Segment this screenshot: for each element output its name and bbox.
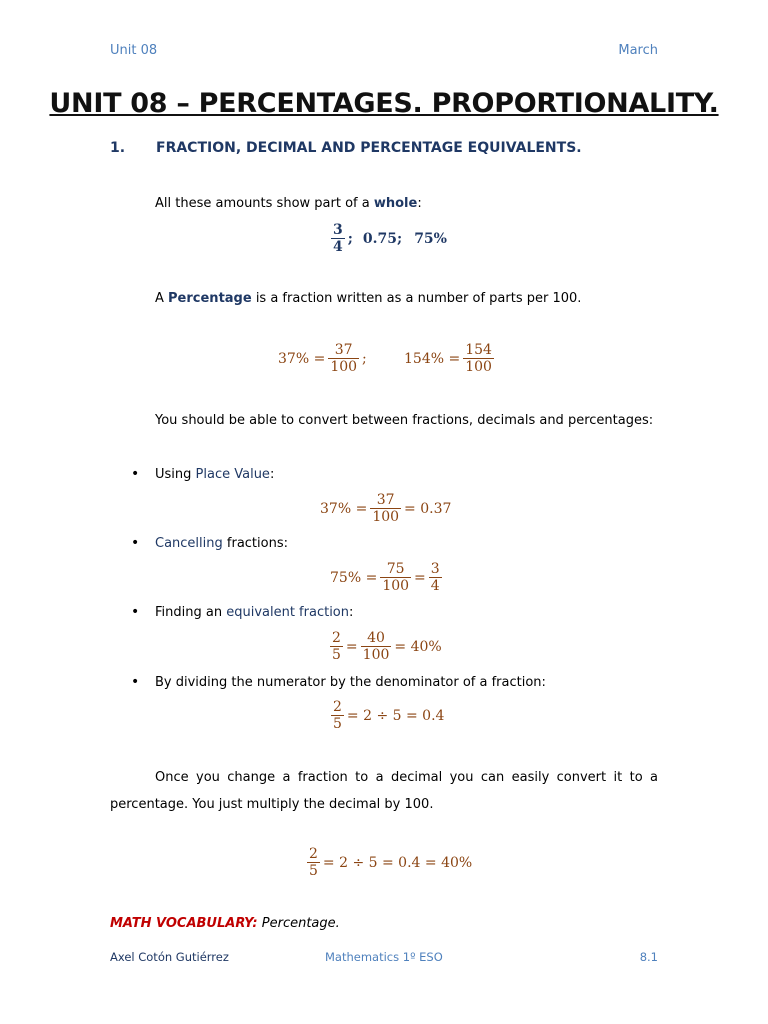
section-number: 1. [110, 140, 126, 156]
conversion-paragraph: Once you change a fraction to a decimal you can easily convert it to a percentage. You just multiply the decimal by 100. [110, 770, 658, 812]
equation-rhs: = 2 ÷ 5 = 0.4 [346, 707, 445, 724]
bullet-pre: Using [155, 467, 196, 482]
keyword-place-value: Place Value [195, 467, 270, 482]
equation-dividing [328, 699, 444, 732]
numerator: 154 [465, 342, 492, 358]
equation-37-percent [278, 342, 367, 375]
numerator: 3 [430, 561, 440, 577]
equation-equivalents [328, 222, 447, 255]
bullet-icon: • [131, 466, 140, 482]
bullet-equivalent [155, 605, 353, 620]
intro-text-end: : [417, 196, 422, 211]
fraction [330, 630, 343, 663]
denominator: 100 [330, 359, 358, 375]
denominator: 100 [382, 578, 410, 594]
convert-text: You should be able to convert between fractions, decimals and percentages: [155, 413, 654, 428]
definition-pre: A [155, 291, 169, 306]
denominator: 100 [465, 359, 492, 375]
numerator: 37 [334, 342, 353, 358]
keyword-whole: whole [373, 196, 418, 211]
numerator: 2 [309, 846, 318, 862]
bullet-end: : [349, 605, 354, 620]
equation-lhs: 154% = [404, 350, 461, 367]
equals-sign: = [345, 638, 358, 655]
fraction-three-quarters [331, 222, 345, 255]
equation-final [304, 846, 472, 879]
bullet-icon: • [131, 674, 140, 690]
footer-page-number: 8.1 [639, 950, 658, 964]
footer-author: Axel Cotón Gutiérrez [110, 950, 229, 964]
fraction [361, 630, 392, 663]
footer-course: Mathematics 1º ESO [325, 950, 443, 964]
definition-body: is a fraction written as a number of parts per 100. [251, 291, 582, 306]
denominator: 5 [309, 863, 318, 879]
page-title: UNIT 08 – PERCENTAGES. PROPORTIONALITY. [49, 88, 719, 119]
numerator: 37 [376, 492, 395, 508]
fraction [370, 492, 401, 525]
percent-value: 75% [414, 230, 447, 247]
equals-sign: = [414, 569, 426, 586]
separator: ; [347, 230, 353, 247]
intro-text [155, 196, 422, 211]
keyword-percentage: Percentage [168, 291, 252, 306]
denominator: 100 [372, 509, 400, 525]
vocabulary-label: MATH VOCABULARY: [110, 916, 258, 931]
vocabulary-value: Percentage. [257, 916, 340, 931]
fraction [331, 699, 344, 732]
bullet-pre: Finding an [155, 605, 227, 620]
fraction [328, 342, 359, 375]
equation-rhs: = 40% [394, 638, 442, 655]
section-heading: FRACTION, DECIMAL AND PERCENTAGE EQUIVALENTS. [156, 140, 582, 156]
fraction [307, 846, 320, 879]
denominator: 4 [430, 578, 440, 594]
keyword-equivalent-fraction: equivalent fraction [226, 605, 349, 620]
denominator: 4 [333, 239, 343, 255]
fraction [380, 561, 411, 594]
equation-cancelling [330, 561, 445, 594]
numerator: 75 [386, 561, 405, 577]
equation-place-value [320, 492, 451, 525]
equation-rhs: = 2 ÷ 5 = 0.4 = 40% [322, 854, 473, 871]
fraction [429, 561, 442, 594]
equation-lhs: 37% = [320, 500, 368, 517]
header-month: March [618, 43, 658, 58]
equation-rhs: = 0.37 [404, 500, 452, 517]
numerator: 40 [367, 630, 385, 646]
equation-lhs: 75% = [330, 569, 378, 586]
keyword-cancelling: Cancelling [155, 536, 223, 551]
fraction [463, 342, 494, 375]
intro-text-pre: All these amounts show part of a [155, 196, 374, 211]
bullet-icon: • [131, 604, 140, 620]
numerator: 3 [333, 222, 343, 238]
denominator: 100 [362, 647, 390, 663]
decimal-value: 0.75; [362, 230, 403, 247]
bullet-cancelling [155, 536, 288, 551]
math-vocabulary [110, 916, 340, 931]
equation-154-percent [404, 342, 497, 375]
equation-equivalent [327, 630, 442, 663]
numerator: 2 [333, 699, 342, 715]
denominator: 5 [332, 647, 341, 663]
numerator: 2 [332, 630, 341, 646]
separator: ; [362, 350, 367, 367]
denominator: 5 [333, 716, 342, 732]
bullet-place-value [155, 467, 274, 482]
bullet-icon: • [131, 535, 140, 551]
definition-text [155, 291, 581, 306]
header-unit: Unit 08 [110, 43, 158, 58]
bullet-text: fractions: [222, 536, 288, 551]
equation-lhs: 37% = [278, 350, 326, 367]
bullet-dividing: By dividing the numerator by the denominator of a fraction: [155, 675, 546, 690]
bullet-end: : [269, 467, 275, 482]
